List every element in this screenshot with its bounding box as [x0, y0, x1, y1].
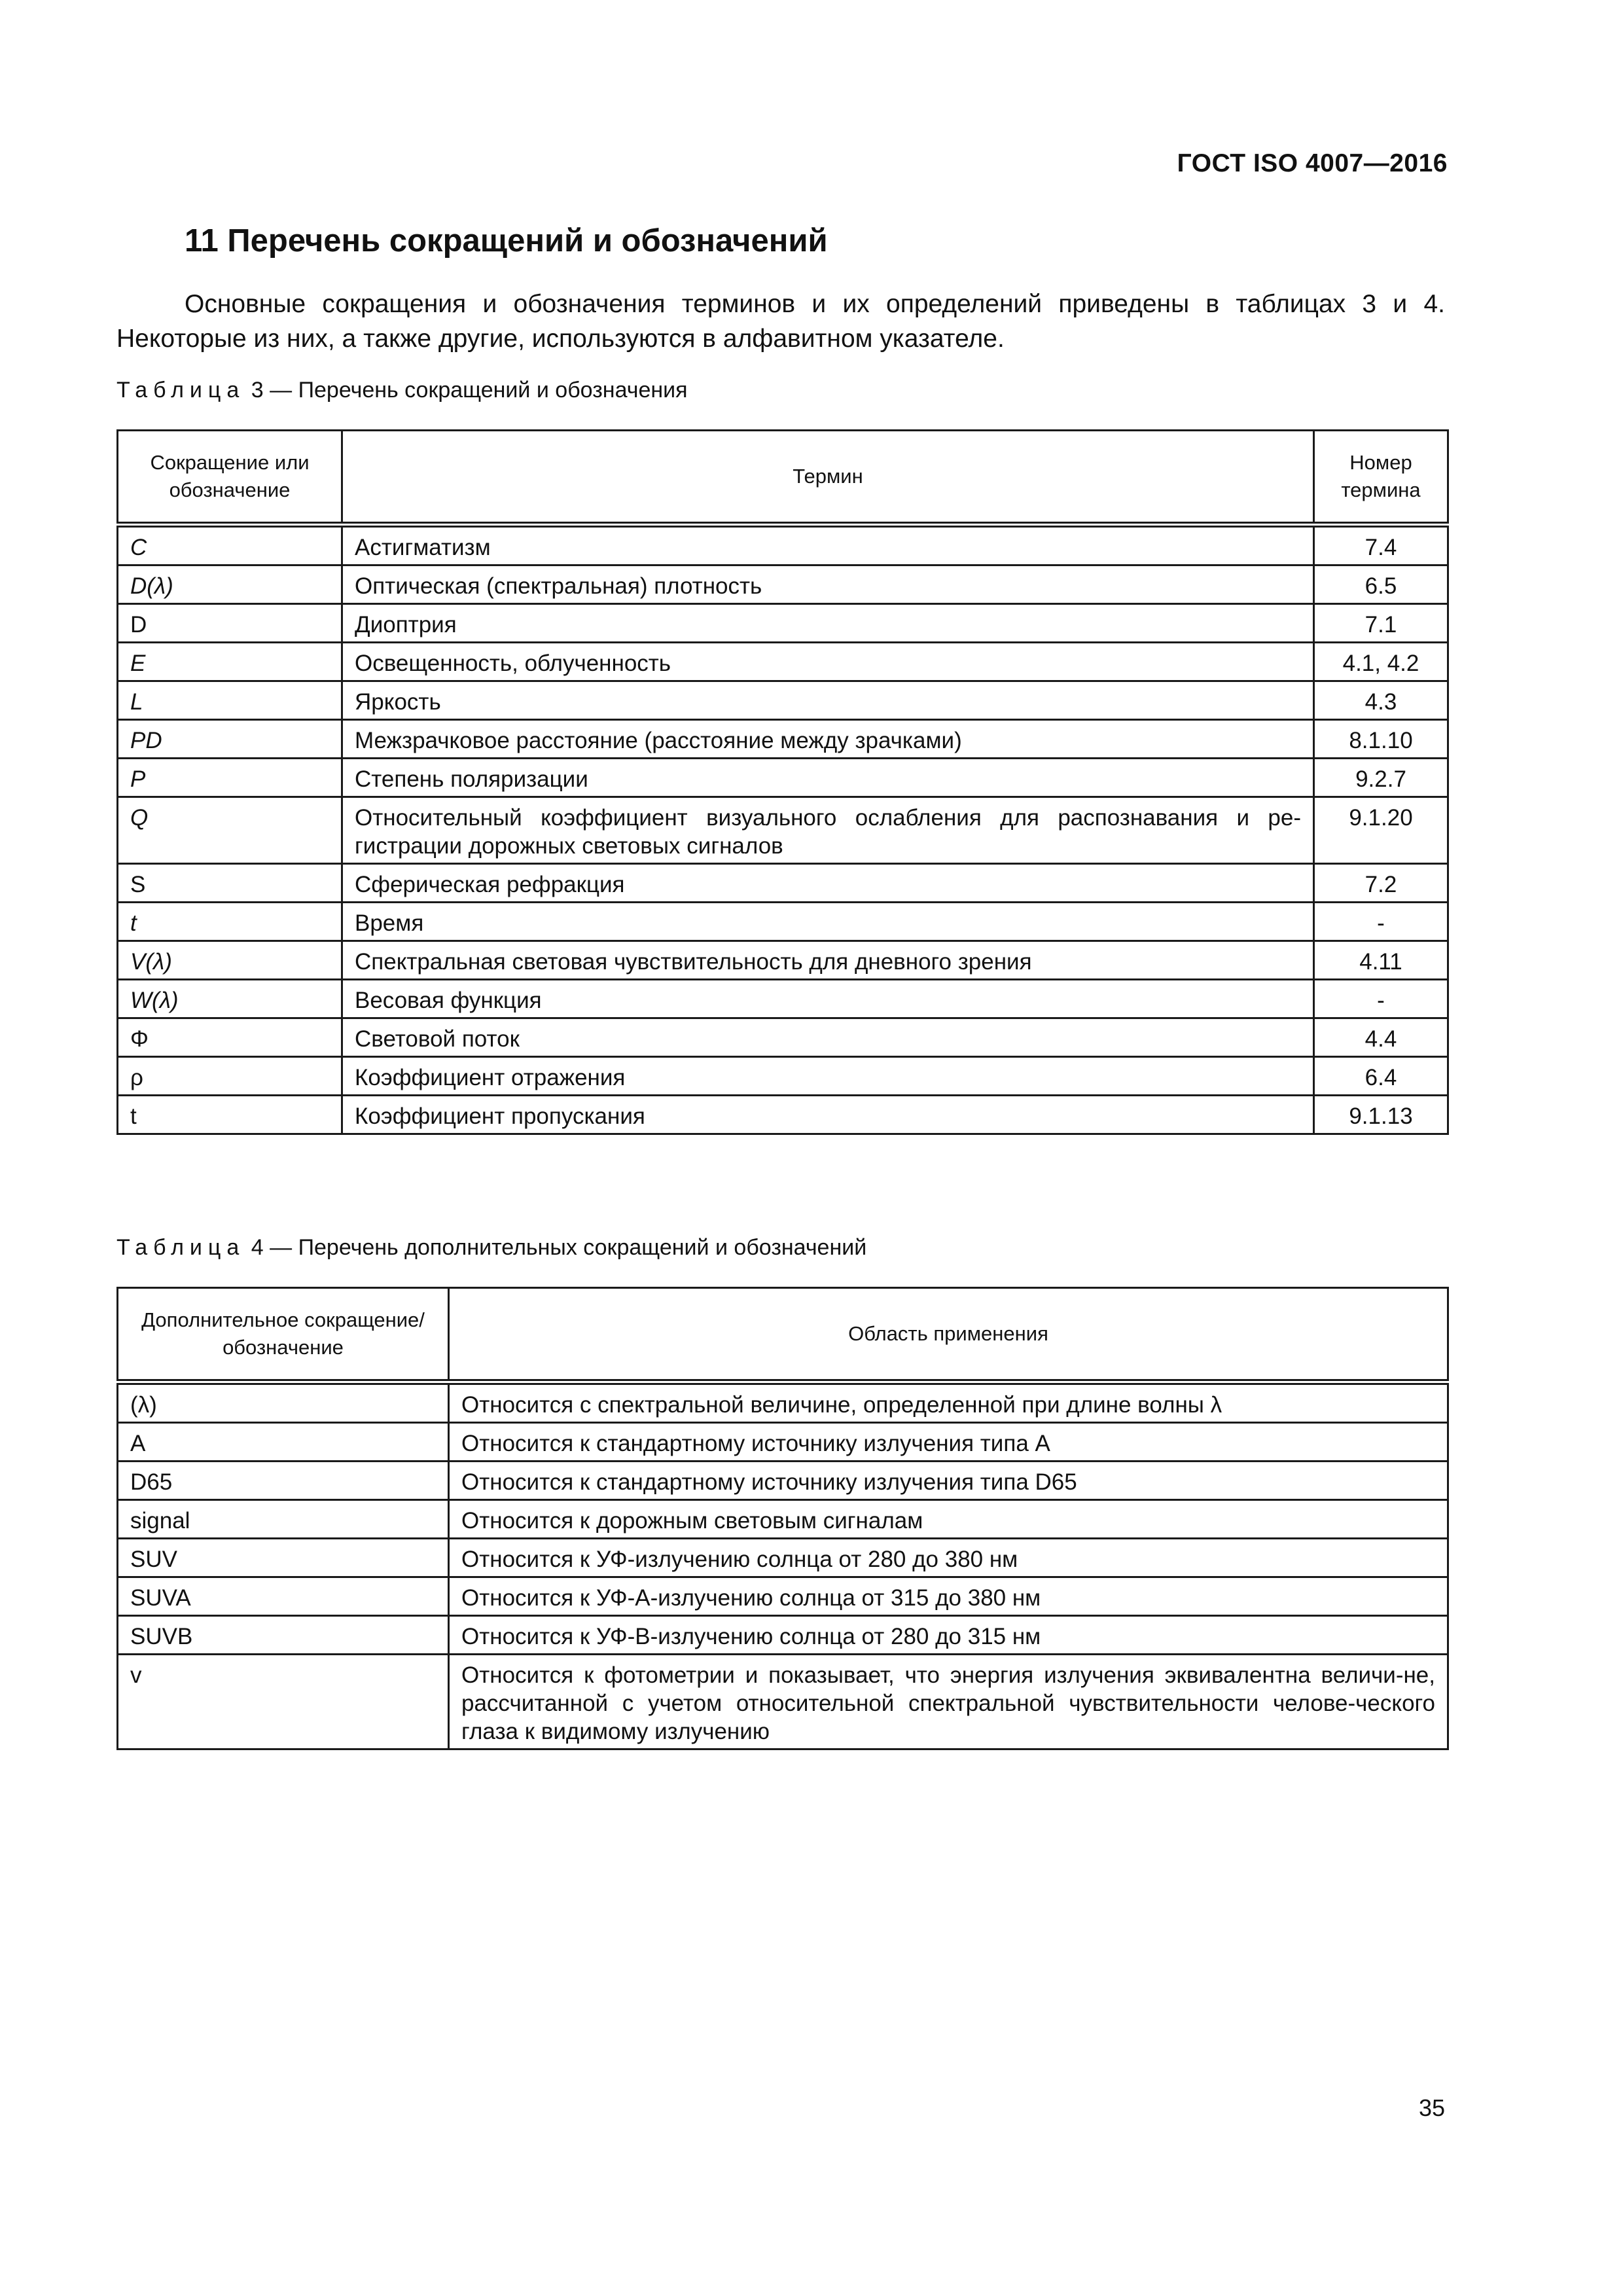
abbreviation-cell: D65 [118, 1462, 449, 1500]
section-title: 11 Перечень сокращений и обозначений [185, 223, 828, 259]
table-row [118, 1057, 1448, 1096]
table-row [118, 1539, 1448, 1577]
term-number-cell: - [1314, 903, 1448, 941]
table-row [118, 797, 1448, 864]
abbreviation-cell: A [118, 1423, 449, 1462]
abbreviation-cell: V(λ) [118, 941, 342, 980]
table-row [118, 604, 1448, 643]
scope-cell: Относится с спектральной величине, определенной при длине волны λ [449, 1382, 1448, 1423]
column-header-scope: Область применения [449, 1288, 1448, 1382]
term-number-cell: 4.1, 4.2 [1314, 643, 1448, 681]
term-number-cell: 9.1.20 [1314, 797, 1448, 864]
table4-caption-text: 4 — Перечень дополнительных сокращений и обозначений [251, 1235, 867, 1260]
scope-cell: Относится к УФ-А-излучению солнца от 315 до 380 нм [449, 1577, 1448, 1616]
term-cell: Коэффициент пропускания [342, 1096, 1314, 1134]
table3-caption-text: 3 — Перечень сокращений и обозначения [251, 378, 688, 403]
abbreviation-cell: C [118, 525, 342, 565]
table-row [118, 525, 1448, 565]
table-row [118, 1462, 1448, 1500]
abbreviation-cell: v [118, 1655, 449, 1749]
term-cell: Относительный коэффициент визуального ослабления для распознавания и ре-гистрации дорожных световых сигналов [342, 797, 1314, 864]
table3-caption-label: Таблица [116, 378, 245, 403]
term-cell: Оптическая (спектральная) плотность [342, 565, 1314, 604]
scope-cell: Относится к дорожным световым сигналам [449, 1500, 1448, 1539]
table-row [118, 1423, 1448, 1462]
table-row [118, 980, 1448, 1018]
term-cell: Яркость [342, 681, 1314, 720]
term-number-cell: 4.11 [1314, 941, 1448, 980]
column-header-term-number: Номер термина [1314, 431, 1448, 525]
term-number-cell: 4.3 [1314, 681, 1448, 720]
table-row [118, 1382, 1448, 1423]
abbreviation-cell: P [118, 759, 342, 797]
abbreviation-cell: S [118, 864, 342, 903]
intro-paragraph: Основные сокращения и обозначения терминов и их определений приведены в таблицах 3 и 4. Некоторые из них, а также другие, используются в алфавитном указателе. [116, 290, 1445, 353]
term-cell: Освещенность, облученность [342, 643, 1314, 681]
table4-caption [116, 1235, 866, 1261]
term-number-cell: 7.1 [1314, 604, 1448, 643]
table-row [118, 681, 1448, 720]
table-header-row [118, 431, 1448, 525]
table-row [118, 1018, 1448, 1057]
abbreviation-cell: E [118, 643, 342, 681]
column-header-additional-abbreviation: Дополнительное сокращение/обозначение [118, 1288, 449, 1382]
abbreviation-cell: L [118, 681, 342, 720]
term-cell: Спектральная световая чувствительность для дневного зрения [342, 941, 1314, 980]
additional-abbreviations-table [116, 1287, 1449, 1750]
term-cell: Весовая функция [342, 980, 1314, 1018]
scope-cell: Относится к УФ-В-излучению солнца от 280 до 315 нм [449, 1616, 1448, 1655]
table-row [118, 643, 1448, 681]
term-cell: Сферическая рефракция [342, 864, 1314, 903]
document-code: ГОСТ ISO 4007—2016 [1177, 149, 1448, 177]
table-row [118, 1577, 1448, 1616]
term-number-cell: 7.4 [1314, 525, 1448, 565]
abbreviation-cell: t [118, 903, 342, 941]
abbreviation-cell: SUVA [118, 1577, 449, 1616]
table-row [118, 1500, 1448, 1539]
scope-cell: Относится к фотометрии и показывает, что энергия излучения эквивалентна величи-не, рассчитанной с учетом относительной спектральной чувствительности челове-ческого глаза к видимому излучению [449, 1655, 1448, 1749]
term-number-cell: 4.4 [1314, 1018, 1448, 1057]
table-header-row [118, 1288, 1448, 1382]
term-number-cell: 7.2 [1314, 864, 1448, 903]
term-cell: Световой поток [342, 1018, 1314, 1057]
page-number: 35 [1418, 2094, 1445, 2121]
abbreviation-cell: (λ) [118, 1382, 449, 1423]
table-row [118, 1096, 1448, 1134]
table-row [118, 903, 1448, 941]
term-cell: Степень поляризации [342, 759, 1314, 797]
table-row [118, 720, 1448, 759]
table-row [118, 1655, 1448, 1749]
table4-caption-label: Таблица [116, 1235, 245, 1260]
term-cell: Диоптрия [342, 604, 1314, 643]
abbreviation-cell: SUVB [118, 1616, 449, 1655]
term-cell: Время [342, 903, 1314, 941]
term-number-cell: 6.5 [1314, 565, 1448, 604]
table-row [118, 864, 1448, 903]
table-row [118, 565, 1448, 604]
abbreviation-cell: PD [118, 720, 342, 759]
abbreviation-cell: Q [118, 797, 342, 864]
abbreviation-cell: D [118, 604, 342, 643]
term-number-cell: 8.1.10 [1314, 720, 1448, 759]
column-header-term: Термин [342, 431, 1314, 525]
table-row [118, 941, 1448, 980]
abbreviation-cell: ρ [118, 1057, 342, 1096]
abbreviation-cell: signal [118, 1500, 449, 1539]
table-row [118, 759, 1448, 797]
term-number-cell: - [1314, 980, 1448, 1018]
abbreviation-cell: Φ [118, 1018, 342, 1057]
term-cell: Межзрачковое расстояние (расстояние между зрачками) [342, 720, 1314, 759]
term-number-cell: 9.1.13 [1314, 1096, 1448, 1134]
column-header-abbreviation: Сокращение или обозначение [118, 431, 342, 525]
abbreviation-cell: SUV [118, 1539, 449, 1577]
table-row [118, 1616, 1448, 1655]
term-cell: Коэффициент отражения [342, 1057, 1314, 1096]
scope-cell: Относится к УФ-излучению солнца от 280 до 380 нм [449, 1539, 1448, 1577]
table3-caption [116, 378, 688, 403]
scope-cell: Относится к стандартному источнику излучения типа D65 [449, 1462, 1448, 1500]
scope-cell: Относится к стандартному источнику излучения типа A [449, 1423, 1448, 1462]
abbreviation-cell: t [118, 1096, 342, 1134]
term-cell: Астигматизм [342, 525, 1314, 565]
abbreviations-table [116, 429, 1449, 1135]
term-number-cell: 6.4 [1314, 1057, 1448, 1096]
abbreviation-cell: W(λ) [118, 980, 342, 1018]
abbreviation-cell: D(λ) [118, 565, 342, 604]
term-number-cell: 9.2.7 [1314, 759, 1448, 797]
